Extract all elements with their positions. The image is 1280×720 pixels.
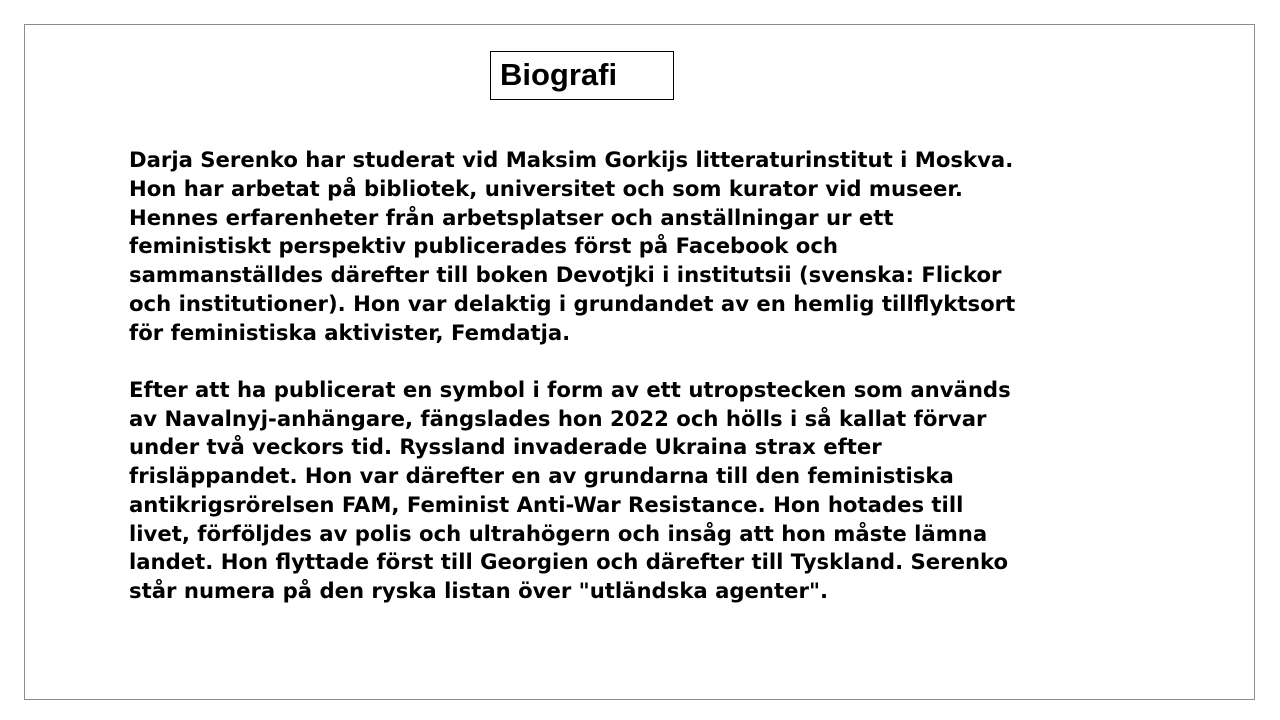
body-text xyxy=(129,146,1129,606)
text-line: av Navalnyj-anhängare, fängslades hon 2022 och hölls i så kallat förvar xyxy=(129,405,987,431)
paragraph-2 xyxy=(129,376,1129,606)
text-line: står numera på den ryska listan över "utländska agenter". xyxy=(129,578,829,603)
text-line: Hennes erfarenheter från arbetsplatser och anställningar ur ett xyxy=(129,204,894,230)
paragraph-1 xyxy=(129,146,1129,347)
text-line: feministiskt perspektiv publicerades först på Facebook och xyxy=(129,233,839,259)
text-line: under två veckors tid. Ryssland invaderade Ukraina strax efter xyxy=(129,434,882,460)
text-line: och institutioner). Hon var delaktig i grundandet av en hemlig tillflyktsort xyxy=(129,290,1016,316)
text-line: Darja Serenko har studerat vid Maksim Gorkijs litteraturinstitut i Moskva. xyxy=(129,147,1014,172)
slide-title: Biografi xyxy=(490,51,674,100)
text-line: Efter att ha publicerat en symbol i form av ett utropstecken som används xyxy=(129,376,1011,402)
text-line: livet, förföljdes av polis och ultrahögern och insåg att hon måste lämna xyxy=(129,520,988,546)
text-line: landet. Hon flyttade först till Georgien och därefter till Tyskland. Serenko xyxy=(129,549,1009,575)
text-line: frisläppandet. Hon var därefter en av grundarna till den feministiska xyxy=(129,463,954,488)
text-line: antikrigsrörelsen FAM, Feminist Anti-War Resistance. Hon hotades till xyxy=(129,491,964,517)
slide xyxy=(24,24,1255,700)
text-line: sammanställdes därefter till boken Devotjki i institutsii (svenska: Flickor xyxy=(129,262,1002,287)
text-line: för feministiska aktivister, Femdatja. xyxy=(129,319,571,345)
text-line: Hon har arbetat på bibliotek, universitet och som kurator vid museer. xyxy=(129,175,963,201)
